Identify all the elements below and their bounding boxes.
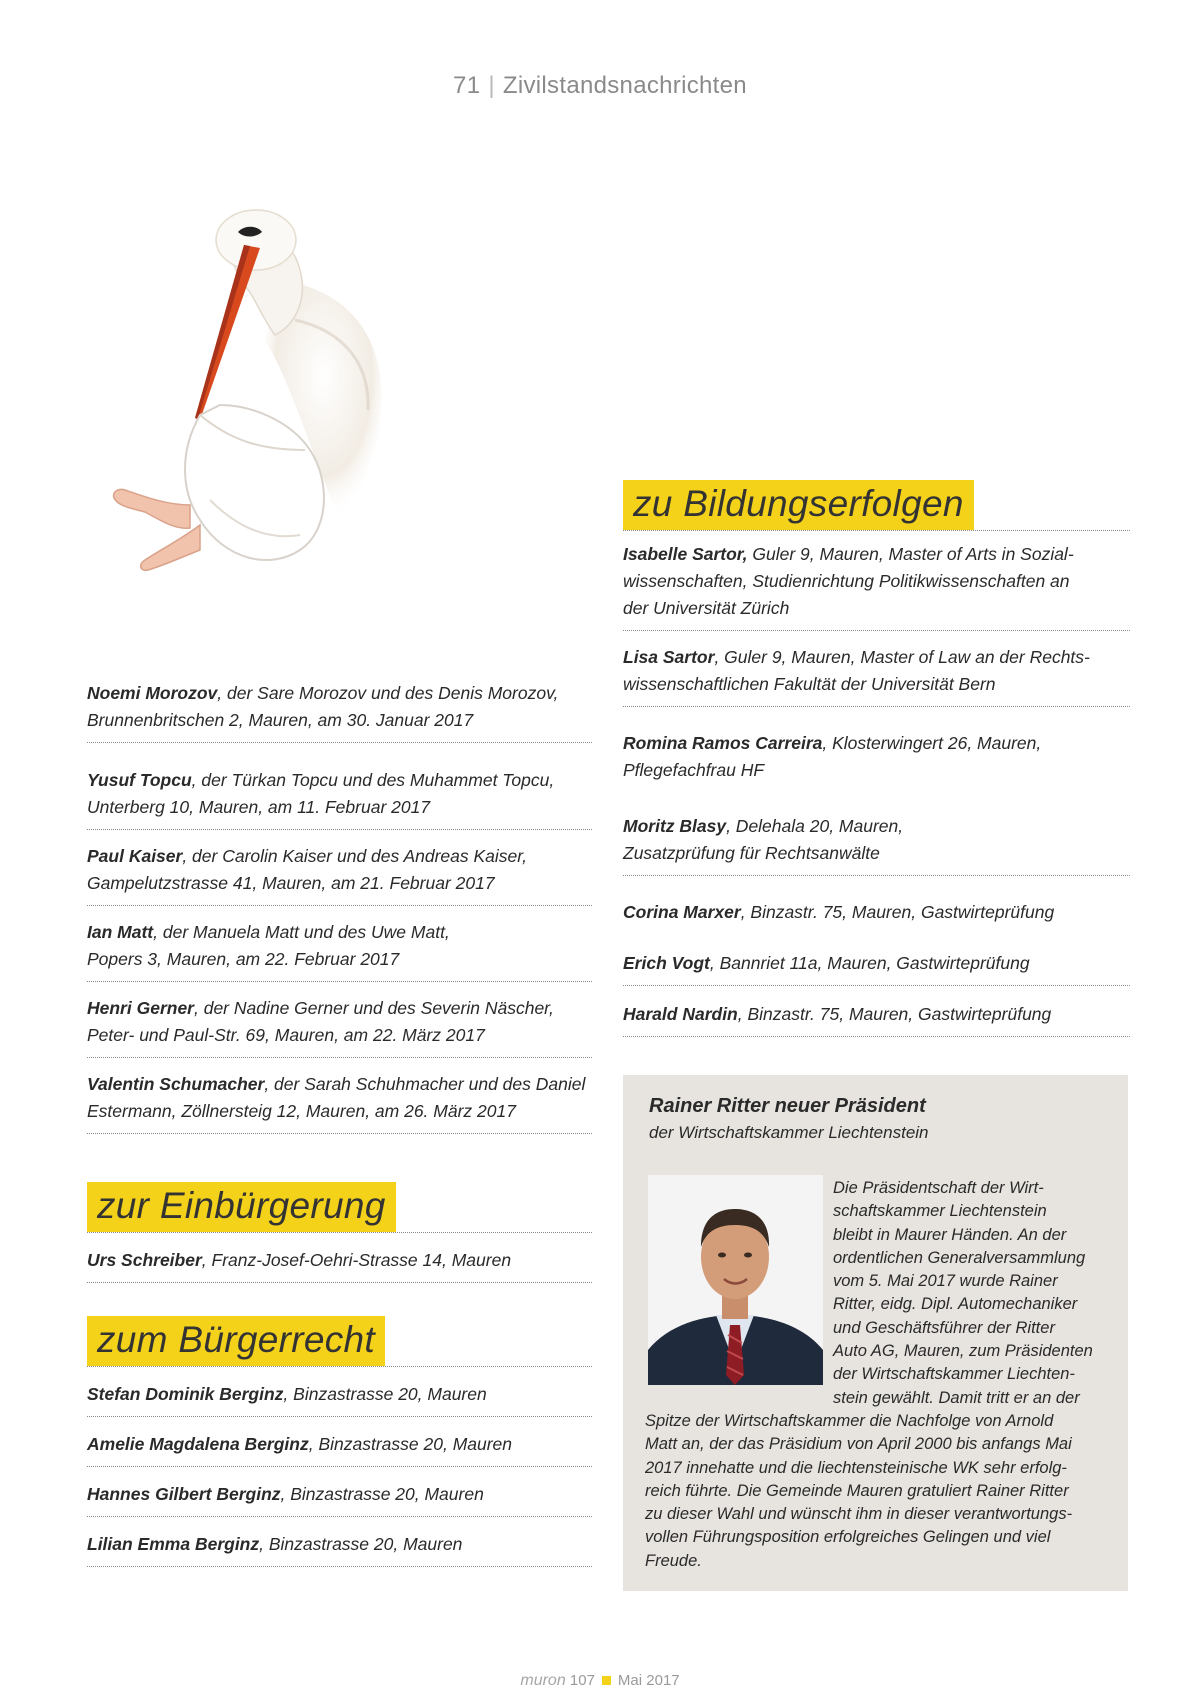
list-item: Hannes Gilbert Berginz, Binzastrasse 20, Mauren [87,1481,592,1517]
list-item: Valentin Schumacher, der Sarah Schuhmacher und des Daniel Estermann, Zöllnersteig 12, Mauren, am 26. März 2017 [87,1071,592,1134]
header-separator: | [488,72,495,99]
list-item: Corina Marxer, Binzastr. 75, Mauren, Gastwirteprüfung [623,902,1055,922]
list-item: Lisa Sartor, Guler 9, Mauren, Master of Law an der Rechts- wissenschaftlichen Fakultät der Universität Bern [623,644,1130,707]
list-item: Moritz Blasy, Delehala 20, Mauren, Zusatzprüfung für Rechtsanwälte [623,813,1130,876]
list-item: Yusuf Topcu, der Türkan Topcu und des Muhammet Topcu, Unterberg 10, Mauren, am 11. Februar 2017 [87,767,592,830]
section-heading: zum Bürgerrecht [87,1316,385,1366]
bildung-section [623,480,1130,1037]
issue-number: 107 [569,1672,595,1689]
section-heading: zur Einbürgerung [87,1182,396,1232]
section-title: Zivilstandsnachrichten [502,72,747,99]
list-item: Lilian Emma Berginz, Binzastrasse 20, Mauren [87,1531,592,1567]
list-item: Isabelle Sartor, Guler 9, Mauren, Master of Arts in Sozial- wissenschaften, Studienrichtung Politikwissenschaften an der Universität Zürich [623,541,1130,631]
list-item: Paul Kaiser, der Carolin Kaiser und des Andreas Kaiser, Gampelutzstrasse 41, Mauren, am 21. Februar 2017 [87,843,592,906]
list-item: Noemi Morozov, der Sare Morozov und des Denis Morozov, Brunnenbritschen 2, Mauren, am 30. Januar 2017 [87,680,592,743]
page-header [0,72,1200,100]
stork-illustration [50,120,410,660]
issue-date: Mai 2017 [617,1672,680,1689]
list-item: Ian Matt, der Manuela Matt und des Uwe Matt, Popers 3, Mauren, am 22. Februar 2017 [87,919,592,982]
list-item: Henri Gerner, der Nadine Gerner und des Severin Näscher, Peter- und Paul-Str. 69, Mauren, am 22. März 2017 [87,995,592,1058]
list-item: Harald Nardin, Binzastr. 75, Mauren, Gastwirteprüfung [623,1001,1130,1037]
square-icon [602,1676,611,1685]
news-subtitle: der Wirtschaftskammer Liechtenstein [649,1123,929,1142]
page-footer [0,1672,1200,1690]
list-item: Romina Ramos Carreira, Klosterwingert 26, Mauren, Pflegefachfrau HF [623,733,1042,780]
einbuergerung-section [87,1182,592,1283]
news-title: Rainer Ritter neuer Präsident [649,1095,926,1117]
births-list [87,680,592,1134]
list-item: Erich Vogt, Bannriet 11a, Mauren, Gastwirteprüfung [623,950,1130,986]
list-item: Stefan Dominik Berginz, Binzastrasse 20, Mauren [87,1381,592,1417]
news-box [623,1075,1128,1591]
magazine-brand: muron [520,1672,566,1689]
list-item: Amelie Magdalena Berginz, Binzastrasse 20, Mauren [87,1431,592,1467]
section-heading: zu Bildungserfolgen [623,480,974,530]
list-item: Urs Schreiber, Franz-Josef-Oehri-Strasse 14, Mauren [87,1247,592,1283]
buergerrecht-section [87,1316,592,1567]
page-number: 71 [453,72,481,99]
news-body: Die Präsidentschaft der Wirt- schaftskammer Liechtenstein bleibt in Maurer Händen. An der ordentlichen Generalversammlung vom 5. Mai 2017 wurde Rainer Ritter, eidg. Dipl. Automechaniker und Geschäftsführer der Ritter Auto AG, Mauren, zum Präsidenten der Wirtschaftskammer Liechten- stein gewählt. Damit tritt er an der Spitze der Wirtschaftskammer die Nachfolge von Arnold Matt an, der das Präsidium von April 2000 bis anfangs Mai 2017 innehatte und die liechtensteinische WK sehr erfolg- reich führte. Die Gemeinde Mauren gratuliert Rainer Ritter zu dieser Wahl und wünscht ihm in dieser verantwortungs- vollen Führungsposition erfolgreiches Gelingen und viel Freude. [645,1179,1093,1570]
